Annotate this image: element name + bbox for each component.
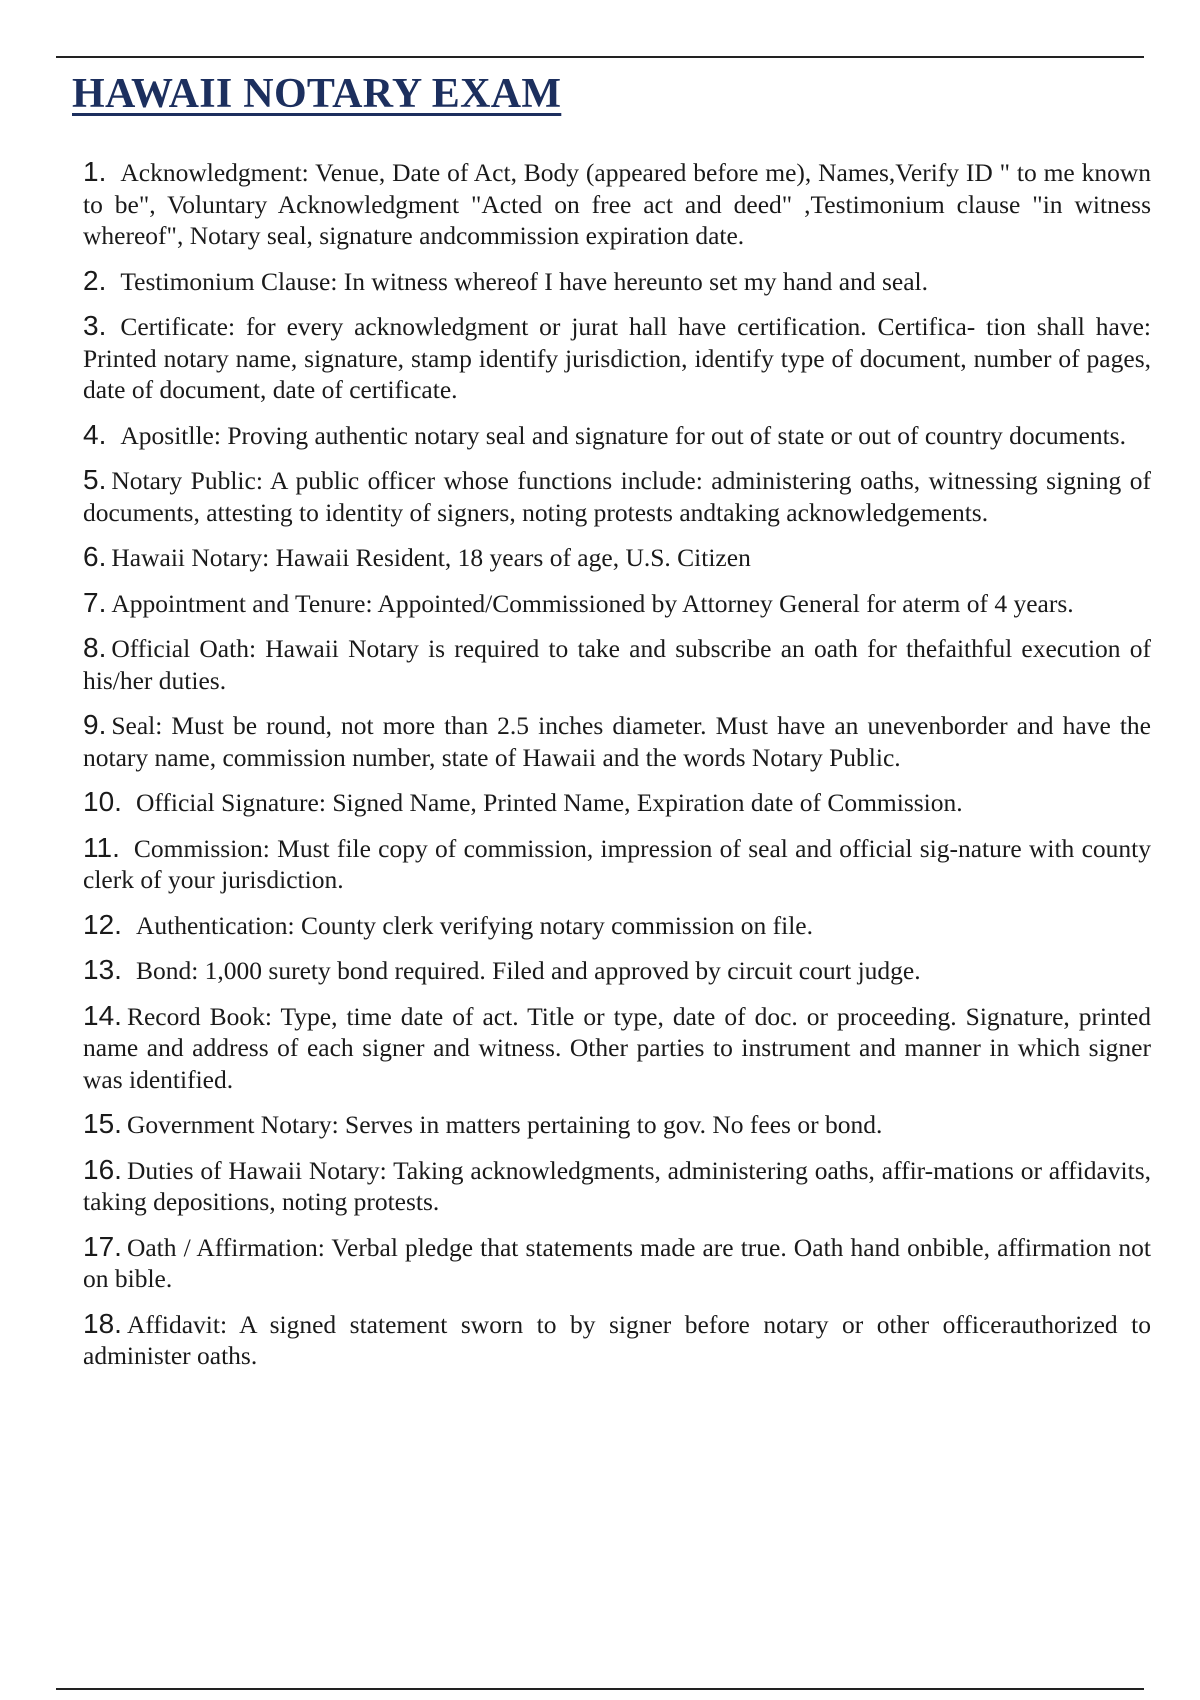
list-item: [83, 1308, 1151, 1372]
item-number: 6.: [83, 541, 107, 572]
list-item: [83, 156, 1151, 252]
question-list: [83, 156, 1151, 1385]
list-item: [83, 832, 1151, 896]
list-item: [83, 786, 1151, 819]
item-number: 7.: [83, 586, 107, 618]
list-item: [83, 709, 1151, 773]
item-text: Affidavit: A signed statement sworn to by signer before notary or other officerauthorized to administer oaths.: [83, 1309, 1151, 1370]
list-item: [83, 1000, 1151, 1096]
list-item: [83, 419, 1151, 452]
item-text: Acknowledgment: Venue, Date of Act, Body (appeared before me), Names,Verify ID " to me known to be", Voluntary Acknowledgment "Acted on free act and deed" ,Testimonium clause "in witness whereof", Notary seal, signature andcommission expiration date.: [83, 158, 1151, 250]
list-item: [83, 587, 1151, 620]
item-text: Government Notary: Serves in matters pertaining to gov. No fees or bond.: [126, 1110, 883, 1139]
item-number: 9.: [83, 709, 107, 740]
bottom-rule: [56, 1688, 1144, 1690]
item-text: Official Oath: Hawaii Notary is required to take and subscribe an oath for thefaithful execution of his/her duties.: [83, 634, 1151, 695]
list-item: [83, 909, 1151, 942]
item-number: 1.: [83, 156, 107, 187]
item-text: Appointment and Tenure: Appointed/Commissioned by Attorney General for aterm of 4 years.: [111, 588, 1074, 618]
item-text: Testimonium Clause: In witness whereof I have hereunto set my hand and seal.: [120, 266, 928, 296]
item-number: 17.: [83, 1230, 122, 1262]
item-number: 8.: [83, 632, 107, 663]
list-item: [83, 265, 1151, 298]
list-item: [83, 1231, 1151, 1295]
list-item: [83, 464, 1151, 528]
item-number: 5.: [83, 464, 107, 495]
item-number: 10.: [83, 786, 122, 817]
item-number: 18.: [83, 1307, 122, 1339]
list-item: [83, 310, 1151, 406]
item-text: Record Book: Type, time date of act. Title or type, date of doc. or proceeding. Signature, printed name and address of each signer and witness. Other parties to instrument and manner in which signer was identified.: [83, 1001, 1151, 1094]
item-text: Hawaii Notary: Hawaii Resident, 18 years of age, U.S. Citizen: [111, 543, 751, 572]
item-number: 13.: [83, 954, 122, 985]
item-text: Bond: 1,000 surety bond required. Filed and approved by circuit court judge.: [135, 956, 921, 985]
list-item: [83, 632, 1151, 696]
item-text: Certificate: for every acknowledgment or jurat hall have certification. Certifica- tion shall have: Printed notary name, signature, stamp identify jurisdiction, identify type of document, number of pages, date of document, date of certificate.: [83, 312, 1151, 404]
item-text: Official Signature: Signed Name, Printed Name, Expiration date of Commission.: [135, 788, 963, 817]
item-number: 15.: [83, 1108, 122, 1139]
list-item: [83, 541, 1151, 574]
item-number: 2.: [83, 264, 107, 296]
item-number: 12.: [83, 908, 122, 940]
item-number: 16.: [83, 1153, 122, 1185]
list-item: [83, 1108, 1151, 1141]
item-number: 3.: [83, 310, 107, 341]
item-text: Authentication: County clerk verifying notary commission on file.: [135, 910, 813, 940]
item-number: 4.: [83, 418, 107, 450]
item-text: Oath / Affirmation: Verbal pledge that statements made are true. Oath hand onbible, affirmation not on bible.: [83, 1232, 1151, 1293]
list-item: [83, 954, 1151, 987]
item-number: 11.: [83, 831, 120, 863]
item-text: Seal: Must be round, not more than 2.5 inches diameter. Must have an unevenborder and have the notary name, commission number, state of Hawaii and the words Notary Public.: [83, 711, 1151, 772]
page-title: HAWAII NOTARY EXAM: [72, 71, 562, 117]
item-text: Duties of Hawaii Notary: Taking acknowledgments, administering oaths, affir-mations or affidavits, taking depositions, noting protests.: [83, 1155, 1151, 1216]
item-number: 14.: [83, 999, 122, 1031]
item-text: Apositlle: Proving authentic notary seal and signature for out of state or out of country documents.: [120, 420, 1126, 450]
item-text: Commission: Must file copy of commission, impression of seal and official sig-nature with county clerk of your jurisdiction.: [83, 833, 1151, 894]
item-text: Notary Public: A public officer whose functions include: administering oaths, witnessing signing of documents, attesting to identity of signers, noting protests andtaking acknowledgements.: [83, 466, 1151, 527]
top-rule: [56, 56, 1144, 58]
list-item: [83, 1154, 1151, 1218]
